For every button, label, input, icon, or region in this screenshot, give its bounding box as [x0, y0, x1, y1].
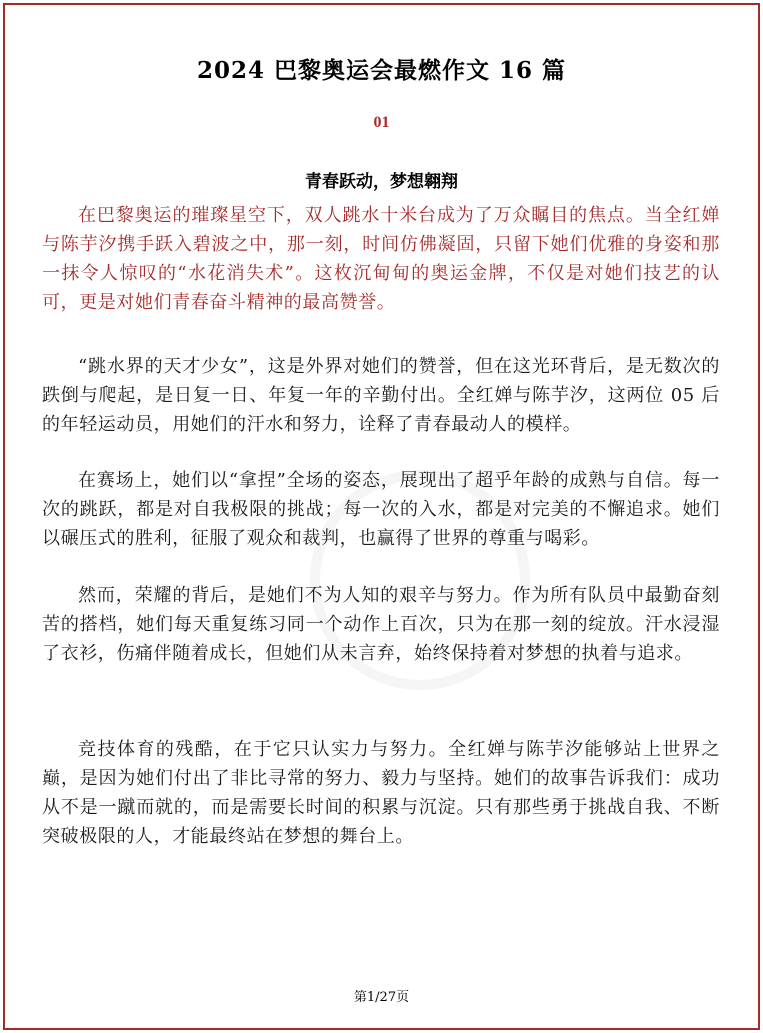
- paragraph: 竞技体育的残酷，在于它只认实力与努力。全红婵与陈芋汐能够站上世界之巅，是因为她们付出了非比寻常的努力、毅力与坚持。她们的故事告诉我们：成功从不是一蹴而就的，而是需要长时间的积累与沉淀。只有那些勇于挑战自我、不断突破极限的人，才能最终站在梦想的舞台上。: [42, 739, 720, 847]
- paragraph-intro: 在巴黎奥运的璀璨星空下，双人跳水十米台成为了万众瞩目的焦点。当全红婵与陈芋汐携手跃入碧波之中，那一刻，时间仿佛凝固，只留下她们优雅的身姿和那一抹令人惊叹的“水花消失术”。这枚沉甸甸的奥运金牌，不仅是对她们技艺的认可，更是对她们青春奋斗精神的最高赞誉。: [42, 205, 720, 313]
- article-number: 01: [373, 114, 390, 131]
- article-subtitle: 青春跃动，梦想翱翔: [305, 172, 458, 192]
- paragraph: 在赛场上，她们以“拿捏”全场的姿态，展现出了超乎年龄的成熟与自信。每一次的跳跃，都是对自我极限的挑战；每一次的入水，都是对完美的不懈追求。她们以碾压式的胜利，征服了观众和裁判，也赢得了世界的尊重与喝彩。: [42, 470, 720, 549]
- document-title: 2024 巴黎奥运会最燃作文 16 篇: [196, 57, 567, 84]
- paragraph: 然而，荣耀的背后，是她们不为人知的艰辛与努力。作为所有队员中最勤奋刻苦的搭档，她们每天重复练习同一个动作上百次，只为在那一刻的绽放。汗水浸湿了衣衫，伤痛伴随着成长，但她们从未言弃，始终保持着对梦想的执着与追求。: [42, 585, 720, 664]
- paragraph: “跳水界的天才少女”，这是外界对她们的赞誉，但在这光环背后，是无数次的跌倒与爬起，是日复一日、年复一年的辛勤付出。全红婵与陈芋汐，这两位 05 后的年轻运动员，用她们的汗水和努力，诠释了青春最动人的模样。: [42, 356, 720, 435]
- page-indicator: 第1/27页: [353, 990, 410, 1005]
